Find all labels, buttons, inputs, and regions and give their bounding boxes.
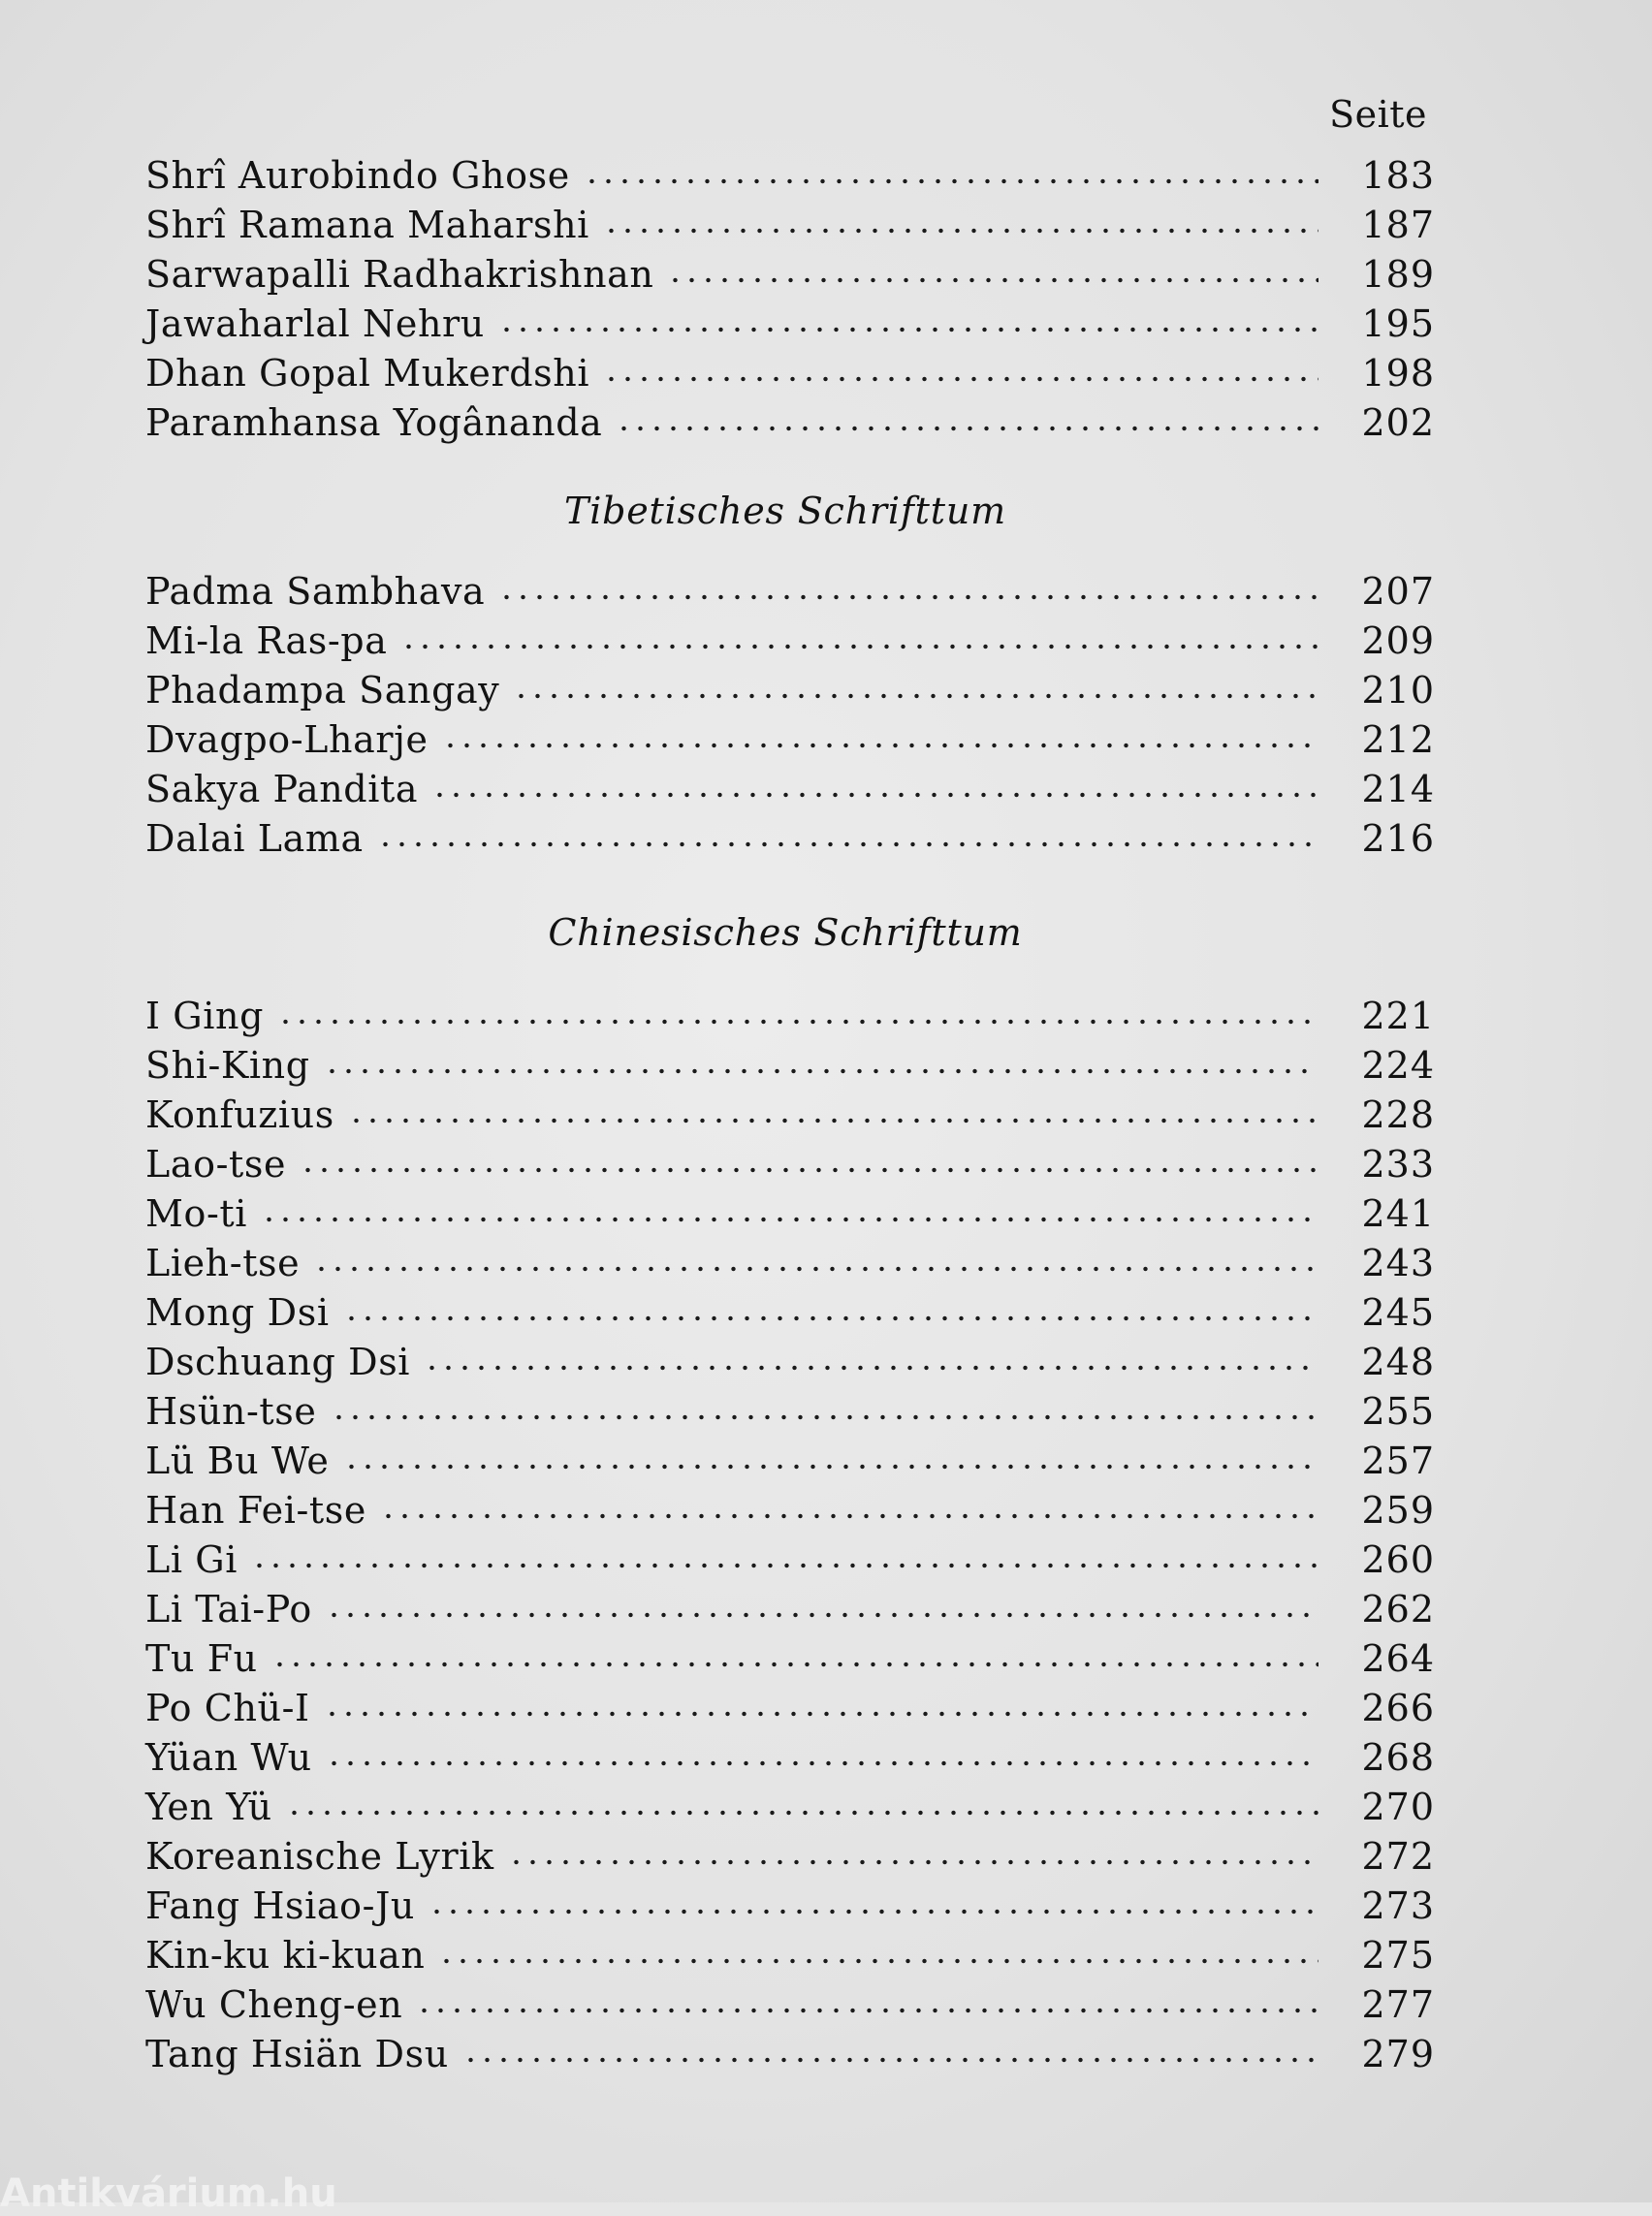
entry-title: Konfuzius — [145, 1093, 334, 1136]
dot-leader — [416, 2004, 1318, 2017]
entry-page: 243 — [1361, 1242, 1435, 1284]
toc-entry — [145, 666, 1435, 714]
toc-entry — [145, 1783, 1435, 1831]
dot-leader — [508, 1855, 1318, 1869]
entry-page: 195 — [1361, 302, 1435, 345]
toc-entry — [145, 1437, 1435, 1485]
entry-page: 212 — [1361, 718, 1435, 761]
entry-title: Mong Dsi — [145, 1291, 330, 1334]
entry-page: 210 — [1361, 669, 1435, 712]
dot-leader — [380, 1509, 1318, 1523]
toc-entry — [145, 250, 1435, 299]
toc-entry — [145, 1338, 1435, 1386]
dot-leader — [429, 1905, 1318, 1918]
dot-leader — [667, 273, 1318, 287]
dot-leader — [377, 838, 1318, 851]
entry-page: 273 — [1361, 1884, 1435, 1927]
section-heading-chinese: Chinesisches Schrifttum — [548, 911, 1023, 954]
toc-entry — [145, 992, 1435, 1040]
entry-title: Sakya Pandita — [145, 768, 419, 810]
entry-page: 189 — [1361, 253, 1435, 296]
dot-leader — [424, 1361, 1318, 1375]
entry-page: 257 — [1361, 1440, 1435, 1482]
dot-leader — [603, 372, 1318, 386]
toc-entry — [145, 1980, 1435, 2029]
toc-entry — [145, 349, 1435, 397]
entry-page: 255 — [1361, 1390, 1435, 1433]
toc-entry — [145, 1733, 1435, 1782]
dot-leader — [251, 1559, 1318, 1572]
toc-entry — [145, 1585, 1435, 1633]
entry-title: Shrî Ramana Maharshi — [145, 204, 589, 246]
entry-page: 216 — [1361, 817, 1435, 860]
entry-page: 233 — [1361, 1143, 1435, 1186]
dot-leader — [261, 1213, 1318, 1226]
toc-entry — [145, 1091, 1435, 1139]
entry-page: 248 — [1361, 1341, 1435, 1383]
entry-page: 259 — [1361, 1489, 1435, 1532]
entry-title: Kin-ku ki-kuan — [145, 1934, 426, 1977]
entry-title: Li Tai-Po — [145, 1588, 312, 1630]
entry-page: 264 — [1361, 1637, 1435, 1680]
dot-leader — [313, 1262, 1318, 1276]
dot-leader — [348, 1114, 1318, 1127]
dot-leader — [326, 1608, 1318, 1622]
entry-title: Dvagpo-Lharje — [145, 718, 429, 761]
toc-entry — [145, 151, 1435, 200]
toc-entry — [145, 1189, 1435, 1238]
entry-title: Li Gi — [145, 1538, 238, 1581]
section-heading-tibetan: Tibetisches Schrifttum — [564, 490, 1006, 532]
dot-leader — [343, 1460, 1318, 1473]
toc-entry — [145, 1882, 1435, 1930]
entry-title: Po Chü-I — [145, 1687, 310, 1729]
entry-page: 221 — [1361, 995, 1435, 1037]
entry-title: Koreanische Lyrik — [145, 1835, 494, 1878]
entry-title: Jawaharlal Nehru — [145, 302, 485, 345]
toc-entry — [145, 1041, 1435, 1090]
toc-entry — [145, 814, 1435, 863]
entry-page: 262 — [1361, 1588, 1435, 1630]
entry-page: 183 — [1361, 154, 1435, 197]
toc-entry — [145, 1931, 1435, 1979]
entry-title: Lao-tse — [145, 1143, 287, 1186]
entry-title: Mo-ti — [145, 1192, 248, 1235]
entry-page: 245 — [1361, 1291, 1435, 1334]
entry-title: Yüan Wu — [145, 1736, 312, 1779]
dot-leader — [324, 1707, 1318, 1721]
entry-title: Hsün-tse — [145, 1390, 317, 1433]
toc-entry — [145, 201, 1435, 249]
entry-page: 207 — [1361, 570, 1435, 613]
entry-page: 187 — [1361, 204, 1435, 246]
dot-leader — [462, 2053, 1318, 2067]
dot-leader — [513, 689, 1318, 703]
dot-leader — [324, 1064, 1318, 1078]
entry-page: 260 — [1361, 1538, 1435, 1581]
entry-title: Shrî Aurobindo Ghose — [145, 154, 570, 197]
toc-entry — [145, 300, 1435, 348]
toc-entry — [145, 1832, 1435, 1881]
toc-entry — [145, 765, 1435, 813]
entry-title: Lieh-tse — [145, 1242, 301, 1284]
dot-leader — [603, 224, 1318, 237]
entry-title: Dalai Lama — [145, 817, 364, 860]
entry-title: Wu Cheng-en — [145, 1983, 403, 2026]
entry-title: Sarwapalli Radhakrishnan — [145, 253, 654, 296]
entry-page: 268 — [1361, 1736, 1435, 1779]
toc-entry — [145, 1288, 1435, 1337]
dot-leader — [438, 1954, 1318, 1968]
dot-leader — [300, 1163, 1318, 1177]
dot-leader — [271, 1658, 1318, 1671]
entry-page: 277 — [1361, 1983, 1435, 2026]
toc-entry — [145, 1535, 1435, 1584]
entry-title: Tang Hsiän Dsu — [145, 2033, 449, 2075]
entry-page: 272 — [1361, 1835, 1435, 1878]
dot-leader — [442, 739, 1318, 752]
entry-title: Dhan Gopal Mukerdshi — [145, 352, 590, 395]
page-column-label: Seite — [1329, 93, 1427, 136]
entry-title: Paramhansa Yogânanda — [145, 401, 603, 444]
entry-title: Mi-la Ras-pa — [145, 619, 388, 662]
toc-entry — [145, 1684, 1435, 1732]
dot-leader — [616, 422, 1318, 435]
dot-leader — [326, 1757, 1318, 1770]
dot-leader — [277, 1015, 1318, 1029]
toc-entry — [145, 1239, 1435, 1287]
entry-title: Dschuang Dsi — [145, 1341, 411, 1383]
entry-title: Phadampa Sangay — [145, 669, 500, 712]
dot-leader — [584, 174, 1318, 188]
dot-leader — [431, 788, 1318, 802]
dot-leader — [498, 590, 1318, 604]
entry-page: 266 — [1361, 1687, 1435, 1729]
dot-leader — [286, 1806, 1318, 1820]
entry-title: Yen Yü — [145, 1786, 272, 1828]
entry-page: 214 — [1361, 768, 1435, 810]
toc-entry — [145, 1387, 1435, 1436]
dot-leader — [331, 1410, 1319, 1424]
toc-entry — [145, 1486, 1435, 1535]
watermark: Antikvárium.hu — [0, 2171, 337, 2216]
entry-title: Han Fei-tse — [145, 1489, 366, 1532]
dot-leader — [400, 640, 1318, 653]
entry-page: 202 — [1361, 401, 1435, 444]
dot-leader — [343, 1312, 1318, 1325]
entry-title: Tu Fu — [145, 1637, 258, 1680]
toc-entry — [145, 1140, 1435, 1188]
entry-page: 228 — [1361, 1093, 1435, 1136]
entry-page: 270 — [1361, 1786, 1435, 1828]
entry-title: Fang Hsiao-Ju — [145, 1884, 415, 1927]
toc-entry — [145, 715, 1435, 764]
toc-entry — [145, 567, 1435, 616]
dot-leader — [498, 323, 1318, 336]
entry-page: 241 — [1361, 1192, 1435, 1235]
entry-page: 275 — [1361, 1934, 1435, 1977]
entry-title: Lü Bu We — [145, 1440, 330, 1482]
entry-title: Padma Sambhava — [145, 570, 486, 613]
toc-entry — [145, 398, 1435, 447]
toc-entry — [145, 1634, 1435, 1683]
entry-title: I Ging — [145, 995, 264, 1037]
entry-page: 224 — [1361, 1044, 1435, 1087]
toc-entry — [145, 2030, 1435, 2078]
entry-page: 198 — [1361, 352, 1435, 395]
entry-page: 209 — [1361, 619, 1435, 662]
entry-page: 279 — [1361, 2033, 1435, 2075]
entry-title: Shi-King — [145, 1044, 310, 1087]
toc-entry — [145, 617, 1435, 665]
